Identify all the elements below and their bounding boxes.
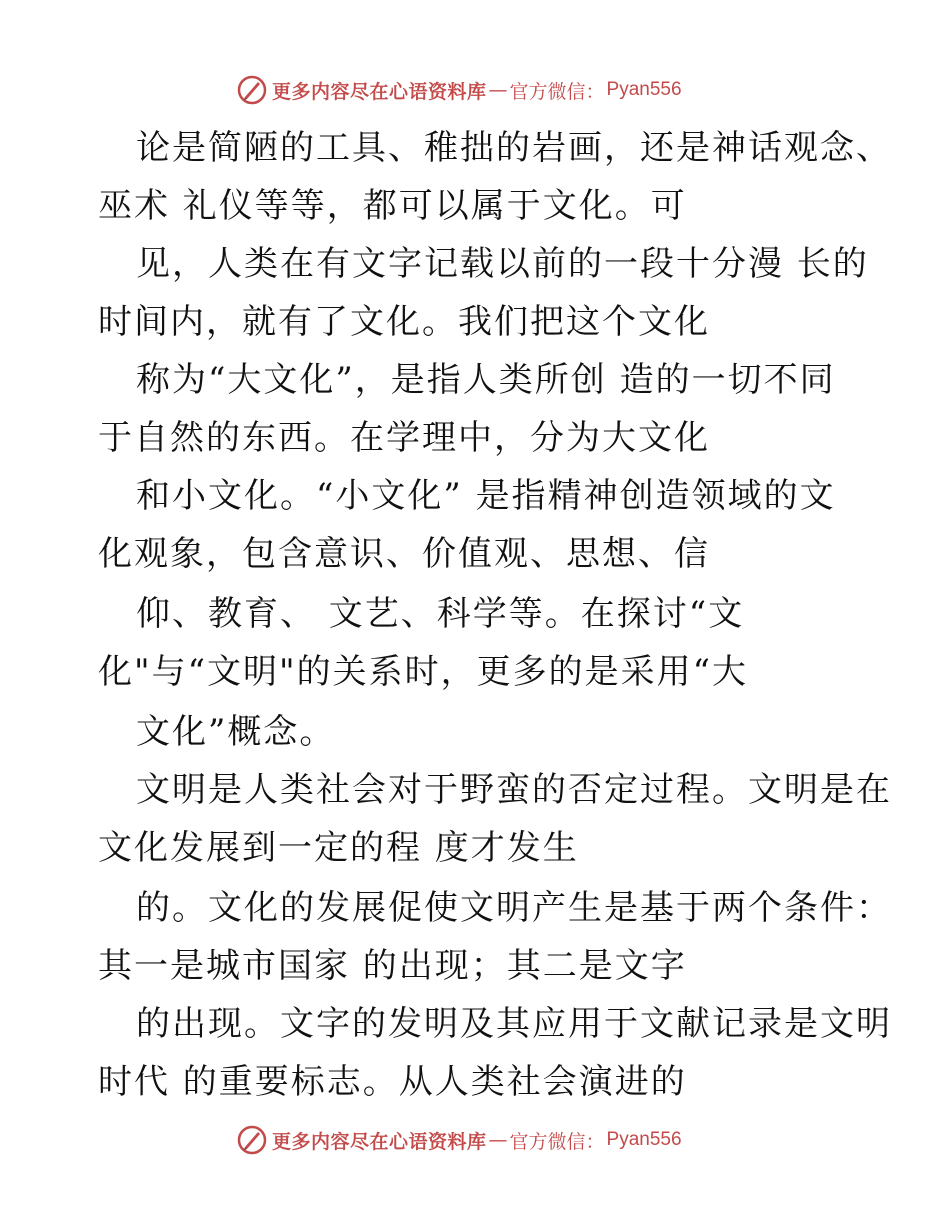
body-line: 称为“大文化”，是指人类所创 造的一切不同 [136,360,836,400]
quill-pen-logo-icon [236,74,268,106]
watermark-wechat-id: Pyan556 [606,79,682,100]
body-line: 文化”概念。 [136,712,336,752]
body-line: 时间内，就有了文化。我们把这个文化 [98,302,710,342]
watermark-brand: 更多内容尽在心语资料库 [272,1130,487,1153]
body-line: 时代 的重要标志。从人类社会演进的 [98,1062,687,1102]
body-line: 见，人类在有文字记载以前的一段十分漫 长的 [136,244,869,284]
body-line: 和小文化。“小文化” 是指精神创造领域的文 [136,476,836,516]
body-line: 论是简陋的工具、稚拙的岩画，还是神话观念、 [136,128,892,168]
body-line: 文化发展到一定的程 度才发生 [98,828,579,868]
body-line: 的出现。文字的发明及其应用于文献记录是文明 [136,1004,892,1044]
watermark-brand: 更多内容尽在心语资料库 [272,80,487,103]
watermark-wechat-id: Pyan556 [606,1129,682,1150]
watermark-separator: — [488,79,508,101]
watermark-separator: — [488,1129,508,1151]
body-line: 于自然的东西。在学理中，分为大文化 [98,418,710,458]
body-line: 化观象，包含意识、价值观、思想、信 [98,534,710,574]
quill-pen-logo-icon [236,1124,268,1156]
header-watermark [236,73,716,107]
footer-watermark [236,1123,716,1157]
watermark-official-label: 官方微信： [509,80,605,103]
watermark-official-label: 官方微信： [509,1130,605,1153]
body-line: 的。文化的发展促使文明产生是基于两个条件： [136,888,892,928]
body-line: 其一是城市国家 的出现；其二是文字 [98,946,687,986]
body-line: 文明是人类社会对于野蛮的否定过程。文明是在 [136,770,892,810]
body-line: 仰、教育、 文艺、科学等。在探讨“文 [136,594,745,634]
body-line: 化"与“文明"的关系时，更多的是采用“大 [98,652,749,692]
body-line: 巫术 礼仪等等，都可以属于文化。可 [98,186,687,226]
